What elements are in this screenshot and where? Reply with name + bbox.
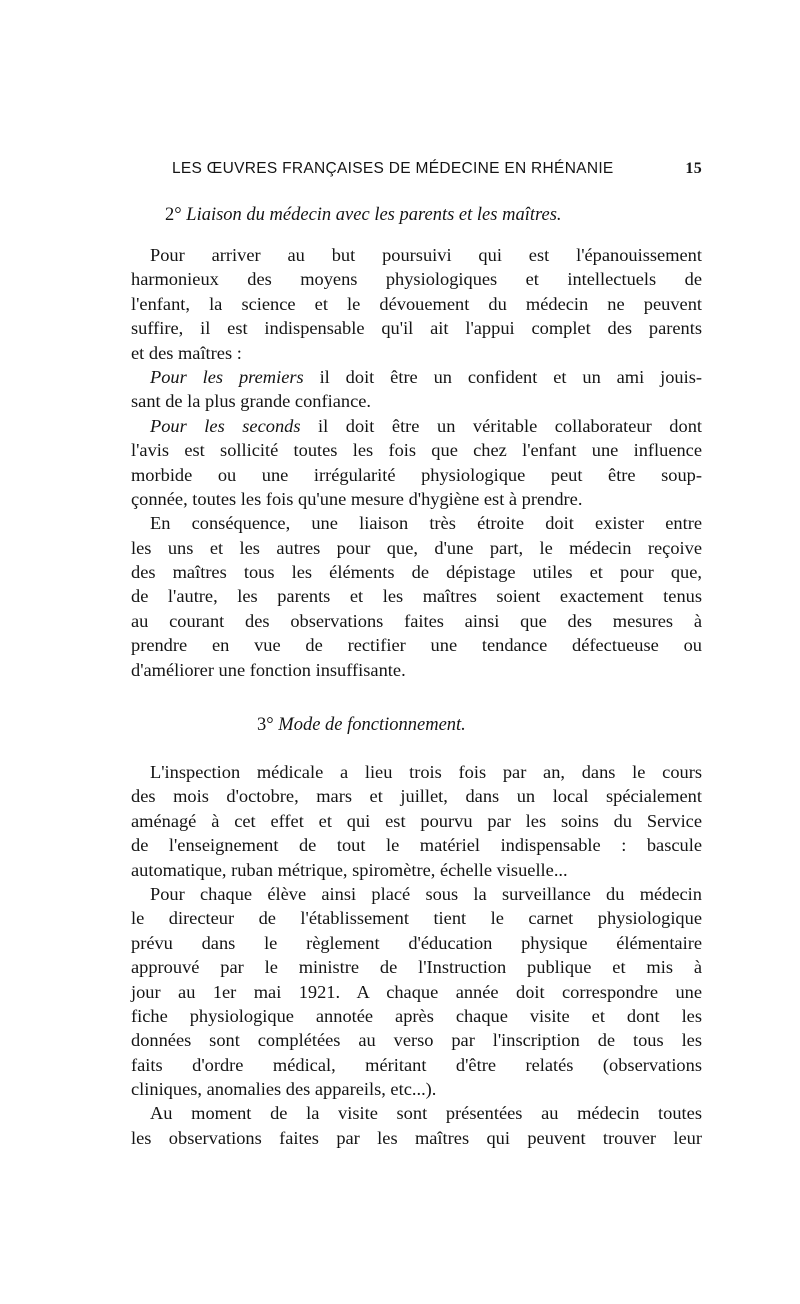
text-line: automatique, ruban métrique, spiromètre, échelle visuelle... [131,859,568,880]
section-title: Liaison du médecin avec les parents et les maîtres. [186,205,562,225]
text-line: de l'enseignement de tout le matériel indispensable : bascule [131,835,702,856]
text-line: prendre en vue de rectifier une tendance défectueuse ou [131,635,702,656]
running-head [130,160,702,182]
section-heading-fonctionnement [257,715,466,736]
text-line-italic-lead: Pour les premiers il doit être un confident et un ami jouis- [150,366,702,387]
text-line: cliniques, anomalies des appareils, etc...). [131,1079,437,1100]
text-line: Pour arriver au but poursuivi qui est l'épanouissement [150,245,702,265]
text-line: d'améliorer une fonction insuffisante. [131,659,406,680]
section-title: Mode de fonctionnement. [278,715,466,735]
section-number: 3° [257,715,274,735]
text-line: Au moment de la visite sont présentées au médecin toutes [150,1103,702,1124]
italic-lead: Pour les premiers [150,366,304,387]
text-line: le directeur de l'établissement tient le carnet physiologique [131,908,702,929]
page-number: 15 [685,160,702,177]
italic-lead: Pour les seconds [150,415,301,436]
text-line: l'enfant, la science et le dévouement du médecin ne peuvent [131,293,702,314]
text-line: faits d'ordre médical, méritant d'être relatés (observations [131,1054,702,1075]
text-line: harmonieux des moyens physiologiques et intellectuels de [131,269,702,290]
text-line: çonnée, toutes les fois qu'une mesure d'hygiène est à prendre. [131,488,583,509]
text-line: morbide ou une irrégularité physiologique peut être soup- [131,464,702,485]
text-line: l'avis est sollicité toutes les fois que chez l'enfant une influence [131,440,702,461]
running-title: LES ŒUVRES FRANÇAISES DE MÉDECINE EN RHÉNANIE [172,160,614,177]
text-line: de l'autre, les parents et les maîtres soient exactement tenus [131,586,702,607]
text-line: En conséquence, une liaison très étroite doit exister entre [150,513,702,534]
text-line: données sont complétées au verso par l'inscription de tous les [131,1030,702,1051]
text-line: approuvé par le ministre de l'Instruction publique et mis à [131,957,702,978]
text-line: suffire, il est indispensable qu'il ait l'appui complet des parents [131,318,702,339]
text-line: au courant des observations faites ainsi que des mesures à [131,610,702,631]
text-line: les observations faites par les maîtres qui peuvent trouver leur [131,1127,702,1148]
text-line: des mois d'octobre, mars et juillet, dans un local spécialement [131,786,702,807]
text-line: L'inspection médicale a lieu trois fois par an, dans le cours [150,762,702,782]
text-line: des maîtres tous les éléments de dépistage utiles et pour que, [131,562,702,583]
paragraph-block-liaison [131,243,702,682]
text-line: et des maîtres : [131,342,242,363]
text-line: prévu dans le règlement d'éducation physique élémentaire [131,932,702,953]
text-line: jour au 1er mai 1921. A chaque année doit correspondre une [131,981,702,1002]
paragraph-block-fonctionnement [131,760,702,1150]
text-line: aménagé à cet effet et qui est pourvu par les soins du Service [131,810,702,831]
text-line: les uns et les autres pour que, d'une part, le médecin reçoive [131,537,702,558]
section-heading-liaison [165,205,562,226]
text-line: sant de la plus grande confiance. [131,391,372,412]
text-line-italic-lead: Pour les seconds il doit être un véritable collaborateur dont [150,415,702,436]
section-number: 2° [165,205,182,225]
text-line: fiche physiologique annotée après chaque visite et dont les [131,1005,702,1026]
text-line: Pour chaque élève ainsi placé sous la surveillance du médecin [150,883,702,904]
